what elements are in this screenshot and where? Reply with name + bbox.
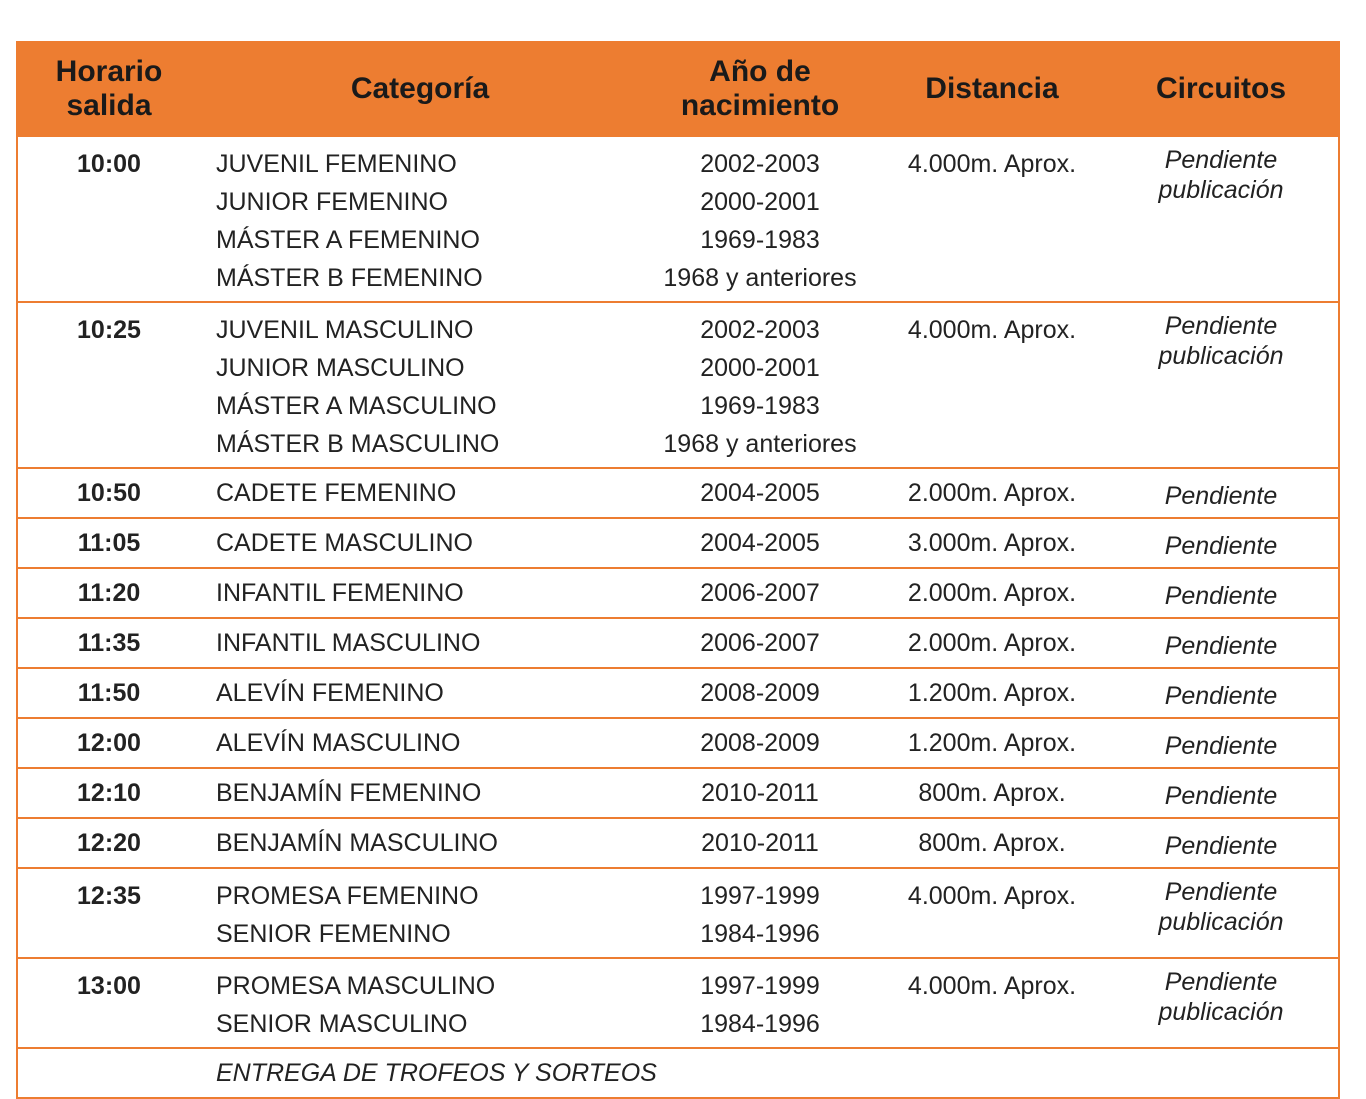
- birth-year-cell: [640, 668, 880, 718]
- birth-year: 2002-2003: [700, 316, 820, 344]
- schedule-row: [17, 818, 1339, 868]
- category-cell: [200, 958, 640, 1048]
- category-cell: [200, 618, 640, 668]
- distance-value: 1.200m. Aprox.: [907, 679, 1077, 707]
- start-time: [17, 302, 200, 468]
- birth-year: 1997-1999: [700, 972, 820, 1000]
- category-cell: [200, 568, 640, 618]
- category-cell: [200, 468, 640, 518]
- circuit-status: publicación: [1158, 998, 1284, 1026]
- birth-year: 1969-1983: [700, 226, 820, 254]
- category-name: CADETE FEMENINO: [216, 479, 457, 507]
- start-time: [17, 136, 200, 302]
- distance-value: 4.000m. Aprox.: [907, 972, 1077, 1000]
- birth-year: 2006-2007: [700, 579, 820, 607]
- start-time-text: 12:10: [77, 779, 141, 807]
- start-time: [17, 668, 200, 718]
- birth-year: 2006-2007: [700, 629, 820, 657]
- circuit-status: Pendiente: [1164, 682, 1278, 710]
- circuit-status: Pendiente: [1164, 832, 1278, 860]
- schedule-row: [17, 568, 1339, 618]
- circuit-status: publicación: [1158, 176, 1284, 204]
- birth-year: 1968 y anteriores: [663, 264, 857, 292]
- circuit-cell: [1104, 868, 1339, 958]
- birth-year-cell: [640, 958, 880, 1048]
- distance-cell: [880, 958, 1104, 1048]
- category-name: INFANTIL MASCULINO: [216, 629, 481, 657]
- birth-year: 2008-2009: [700, 729, 820, 757]
- header-categoria: Categoría: [200, 42, 640, 136]
- schedule-row: [17, 668, 1339, 718]
- start-time-text: 10:25: [77, 316, 141, 344]
- category-cell: [200, 718, 640, 768]
- birth-year: 1984-1996: [700, 920, 820, 948]
- distance-cell: [880, 768, 1104, 818]
- birth-year-cell: [640, 468, 880, 518]
- distance-cell: [880, 868, 1104, 958]
- start-time: [17, 718, 200, 768]
- circuit-cell: [1104, 568, 1339, 618]
- category-name: PROMESA FEMENINO: [216, 882, 479, 910]
- schedule-body: [17, 136, 1339, 1098]
- birth-year: 2000-2001: [700, 354, 820, 382]
- distance-value: 800m. Aprox.: [918, 829, 1066, 857]
- distance-value: 2.000m. Aprox.: [907, 579, 1077, 607]
- start-time: [17, 468, 200, 518]
- race-schedule-table: [16, 41, 1340, 1099]
- category-cell: [200, 868, 640, 958]
- category-name: PROMESA MASCULINO: [216, 972, 496, 1000]
- distance-cell: [880, 618, 1104, 668]
- start-time-text: 11:50: [77, 679, 141, 707]
- circuit-status: Pendiente: [1164, 968, 1278, 996]
- footer-spacer: [17, 1048, 200, 1098]
- distance-value: 4.000m. Aprox.: [907, 316, 1077, 344]
- category-name: MÁSTER A MASCULINO: [216, 392, 497, 420]
- circuit-cell: [1104, 618, 1339, 668]
- category-name: JUVENIL FEMENINO: [216, 150, 457, 178]
- birth-year-cell: [640, 768, 880, 818]
- category-name: JUVENIL MASCULINO: [216, 316, 474, 344]
- circuit-cell: [1104, 718, 1339, 768]
- distance-cell: [880, 568, 1104, 618]
- circuit-status: Pendiente: [1164, 532, 1278, 560]
- circuit-status: Pendiente: [1164, 632, 1278, 660]
- header-distancia: Distancia: [880, 42, 1104, 136]
- category-cell: [200, 302, 640, 468]
- circuit-status: Pendiente: [1164, 482, 1278, 510]
- birth-year: 2004-2005: [700, 479, 820, 507]
- distance-cell: [880, 518, 1104, 568]
- schedule-row: [17, 468, 1339, 518]
- circuit-cell: [1104, 818, 1339, 868]
- category-name: BENJAMÍN FEMENINO: [216, 779, 482, 807]
- circuit-cell: [1104, 468, 1339, 518]
- header-circuitos: Circuitos: [1104, 42, 1339, 136]
- header-row: [17, 42, 1339, 136]
- category-name: JUNIOR MASCULINO: [216, 354, 465, 382]
- distance-cell: [880, 718, 1104, 768]
- category-cell: [200, 518, 640, 568]
- circuit-status: Pendiente: [1164, 312, 1278, 340]
- awards-note: ENTREGA DE TROFEOS Y SORTEOS: [216, 1058, 657, 1087]
- start-time: [17, 618, 200, 668]
- circuit-cell: [1104, 136, 1339, 302]
- birth-year-cell: [640, 868, 880, 958]
- distance-value: 1.200m. Aprox.: [907, 729, 1077, 757]
- schedule-row: [17, 718, 1339, 768]
- start-time: [17, 518, 200, 568]
- header-anio: Año de nacimiento: [640, 42, 880, 136]
- start-time-text: 11:35: [77, 629, 141, 657]
- birth-year-cell: [640, 518, 880, 568]
- birth-year-cell: [640, 302, 880, 468]
- distance-cell: [880, 818, 1104, 868]
- header-horario: Horario salida: [17, 42, 200, 136]
- birth-year: 1969-1983: [700, 392, 820, 420]
- distance-value: 2.000m. Aprox.: [907, 629, 1077, 657]
- distance-value: 4.000m. Aprox.: [907, 882, 1077, 910]
- start-time: [17, 958, 200, 1048]
- category-name: SENIOR MASCULINO: [216, 1010, 468, 1038]
- start-time-text: 12:00: [77, 729, 141, 757]
- distance-cell: [880, 468, 1104, 518]
- birth-year: 2010-2011: [701, 779, 819, 807]
- schedule-row: [17, 136, 1339, 302]
- start-time: [17, 768, 200, 818]
- category-cell: [200, 136, 640, 302]
- circuit-status: Pendiente: [1164, 582, 1278, 610]
- category-name: SENIOR FEMENINO: [216, 920, 451, 948]
- start-time: [17, 868, 200, 958]
- start-time-text: 12:35: [77, 882, 141, 910]
- distance-value: 800m. Aprox.: [918, 779, 1066, 807]
- start-time-text: 10:00: [77, 150, 141, 178]
- schedule-row: [17, 618, 1339, 668]
- schedule-row: [17, 768, 1339, 818]
- category-name: BENJAMÍN MASCULINO: [216, 829, 498, 857]
- circuit-status: publicación: [1158, 908, 1284, 936]
- category-name: MÁSTER A FEMENINO: [216, 226, 480, 254]
- circuit-cell: [1104, 768, 1339, 818]
- circuit-cell: [1104, 518, 1339, 568]
- footer-row: [17, 1048, 1339, 1098]
- category-cell: [200, 818, 640, 868]
- birth-year-cell: [640, 818, 880, 868]
- circuit-status: publicación: [1158, 342, 1284, 370]
- birth-year: 2010-2011: [701, 829, 819, 857]
- distance-value: 3.000m. Aprox.: [907, 529, 1077, 557]
- birth-year: 2008-2009: [700, 679, 820, 707]
- birth-year: 2000-2001: [700, 188, 820, 216]
- birth-year-cell: [640, 618, 880, 668]
- category-name: ALEVÍN FEMENINO: [216, 679, 444, 707]
- category-name: JUNIOR FEMENINO: [216, 188, 448, 216]
- birth-year: 1968 y anteriores: [663, 430, 857, 458]
- circuit-cell: [1104, 302, 1339, 468]
- circuit-status: Pendiente: [1164, 146, 1278, 174]
- circuit-status: Pendiente: [1164, 732, 1278, 760]
- birth-year: 2004-2005: [700, 529, 820, 557]
- circuit-cell: [1104, 668, 1339, 718]
- schedule-row: [17, 958, 1339, 1048]
- category-cell: [200, 768, 640, 818]
- distance-cell: [880, 302, 1104, 468]
- birth-year: 2002-2003: [700, 150, 820, 178]
- birth-year-cell: [640, 718, 880, 768]
- category-name: MÁSTER B MASCULINO: [216, 430, 500, 458]
- birth-year: 1984-1996: [700, 1010, 820, 1038]
- category-cell: [200, 668, 640, 718]
- start-time-text: 11:05: [77, 529, 141, 557]
- schedule-row: [17, 518, 1339, 568]
- distance-cell: [880, 668, 1104, 718]
- start-time: [17, 818, 200, 868]
- circuit-status: Pendiente: [1164, 782, 1278, 810]
- start-time-text: 13:00: [77, 972, 141, 1000]
- category-name: CADETE MASCULINO: [216, 529, 473, 557]
- start-time-text: 11:20: [77, 579, 141, 607]
- start-time: [17, 568, 200, 618]
- schedule-row: [17, 302, 1339, 468]
- circuit-cell: [1104, 958, 1339, 1048]
- start-time-text: 12:20: [77, 829, 141, 857]
- birth-year: 1997-1999: [700, 882, 820, 910]
- circuit-status: Pendiente: [1164, 878, 1278, 906]
- birth-year-cell: [640, 568, 880, 618]
- schedule-row: [17, 868, 1339, 958]
- distance-value: 2.000m. Aprox.: [907, 479, 1077, 507]
- category-name: INFANTIL FEMENINO: [216, 579, 464, 607]
- category-name: ALEVÍN MASCULINO: [216, 729, 461, 757]
- distance-value: 4.000m. Aprox.: [907, 150, 1077, 178]
- category-name: MÁSTER B FEMENINO: [216, 264, 483, 292]
- birth-year-cell: [640, 136, 880, 302]
- start-time-text: 10:50: [77, 479, 141, 507]
- distance-cell: [880, 136, 1104, 302]
